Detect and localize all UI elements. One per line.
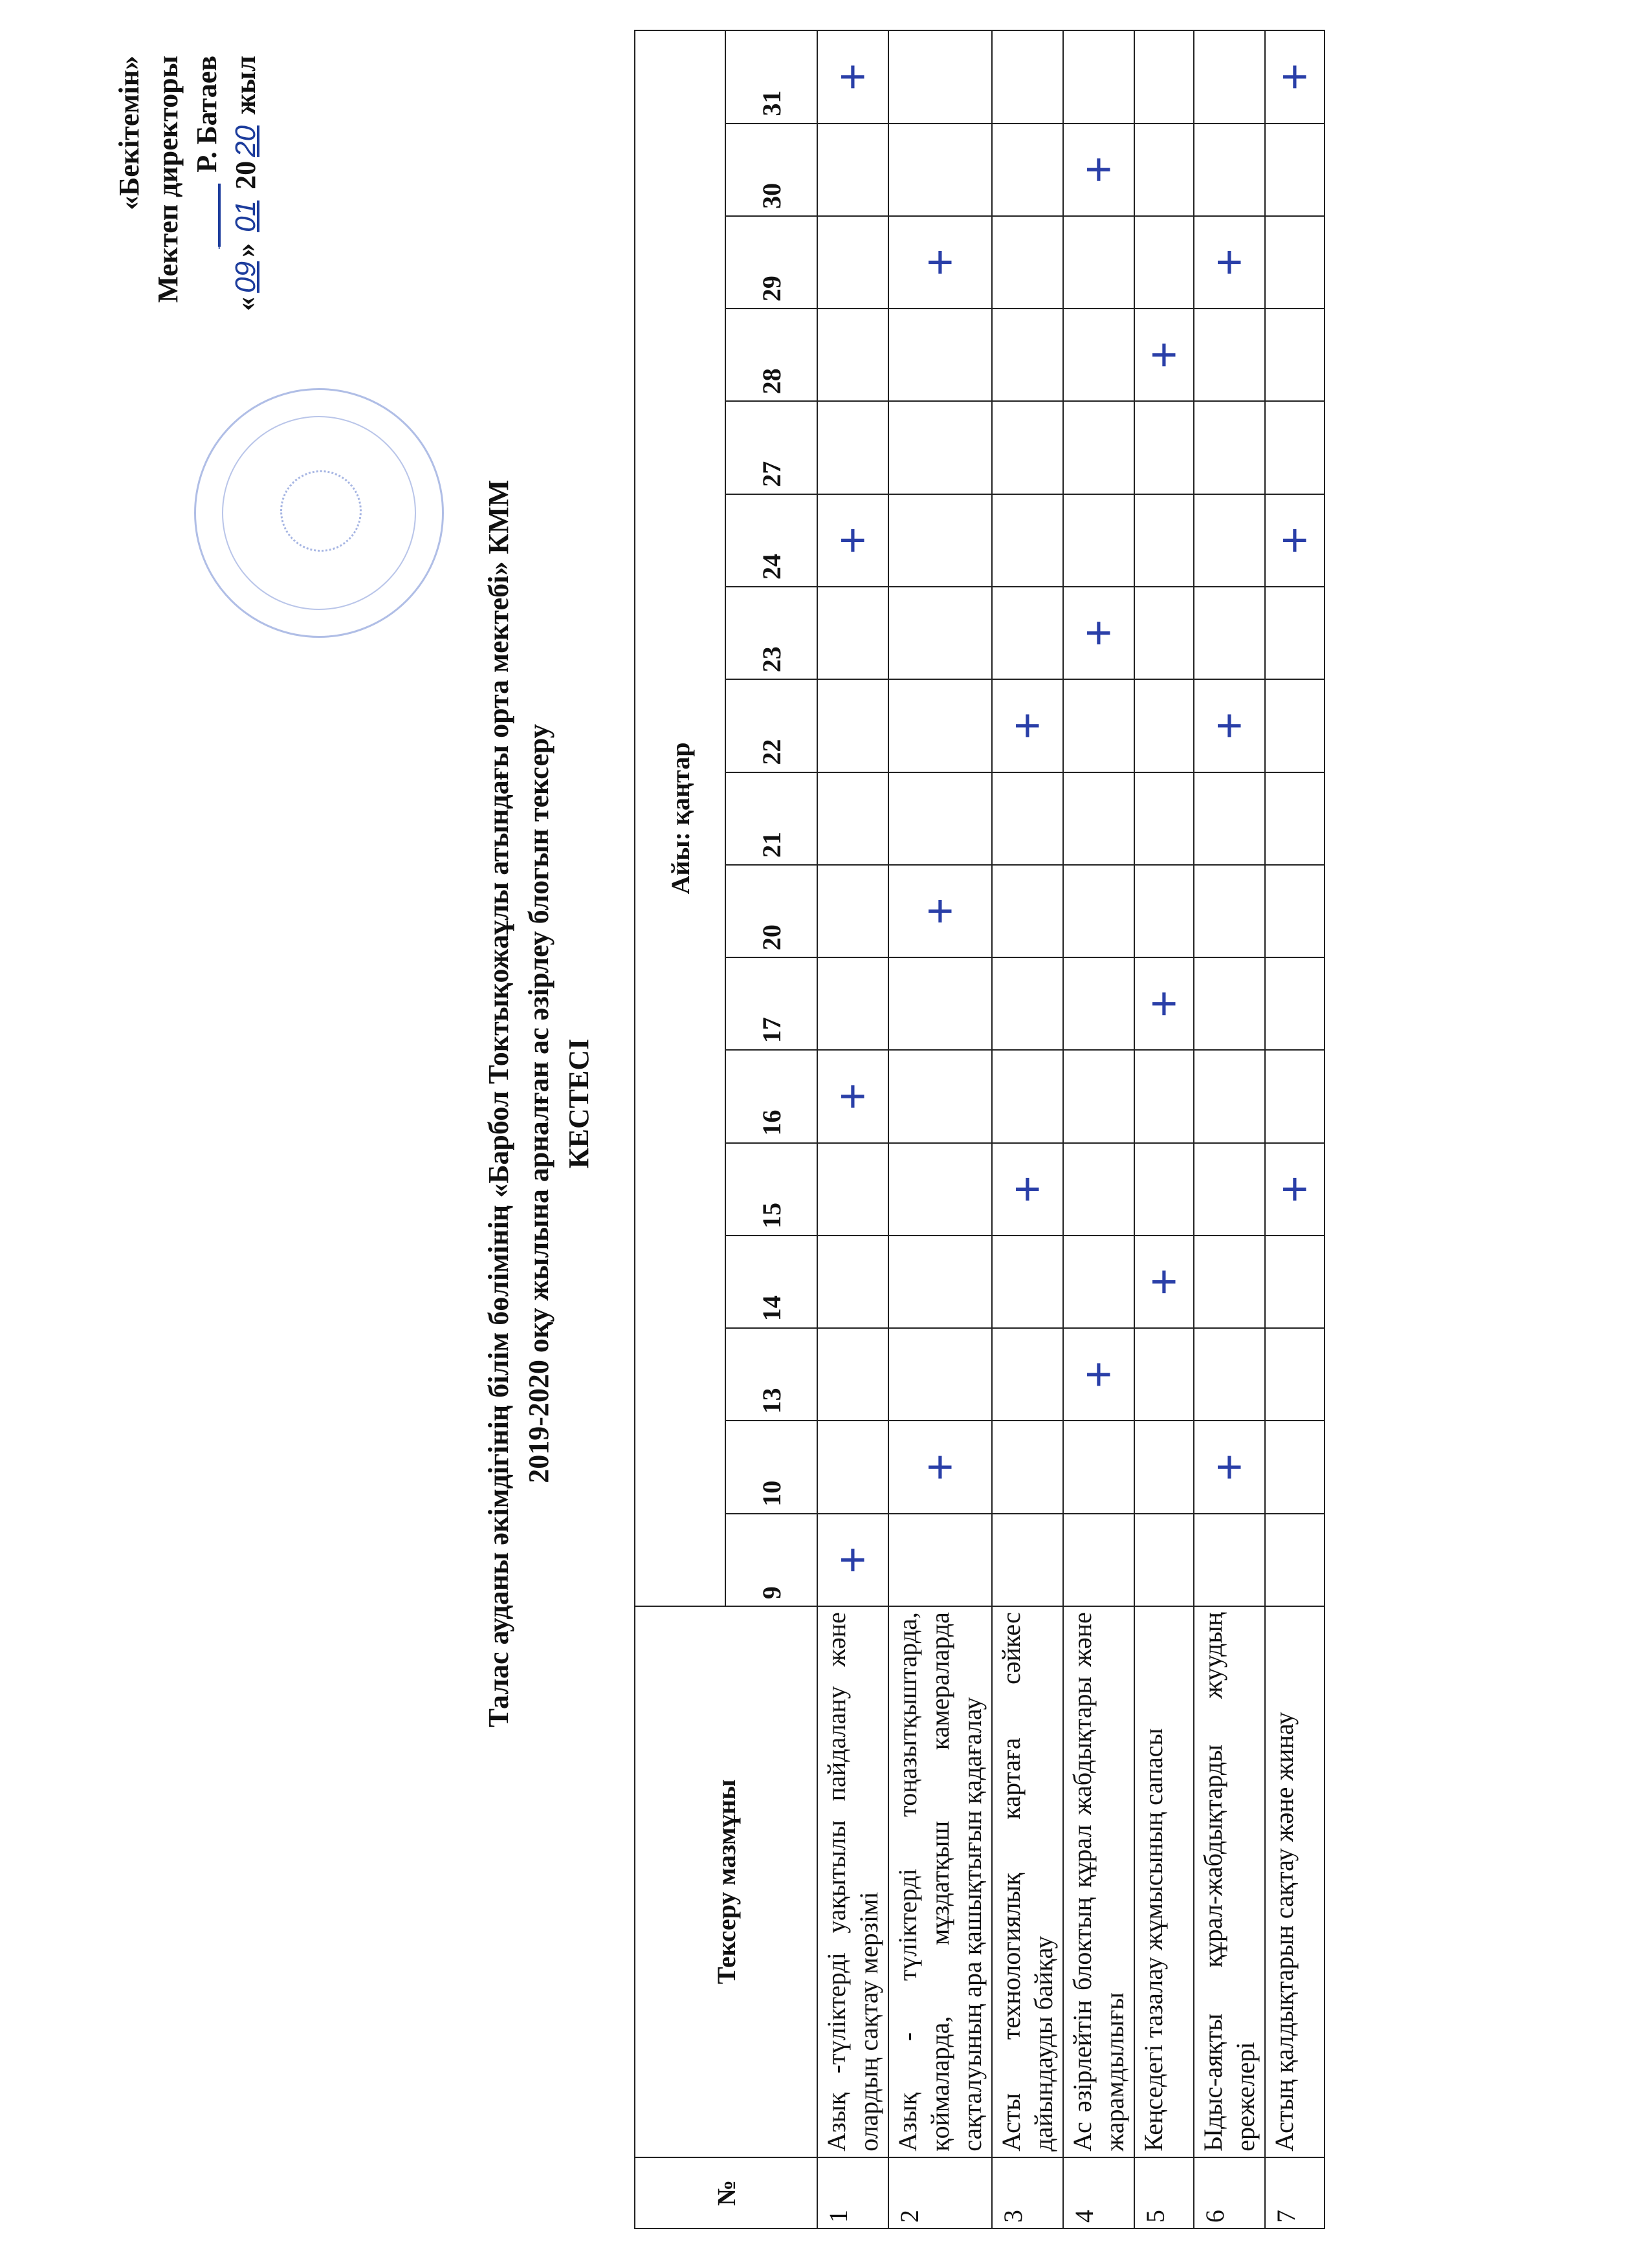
check-mark-icon: + (1073, 619, 1125, 647)
day-cell (1063, 1050, 1134, 1142)
day-cell (888, 1143, 992, 1236)
date-suffix: жыл (230, 56, 261, 114)
day-cell (817, 216, 888, 309)
day-cell (1265, 1328, 1325, 1421)
check-mark-icon: + (1002, 1175, 1053, 1203)
schedule-table-wrapper (634, 30, 1325, 2229)
day-cell (992, 587, 1063, 679)
table-row (817, 30, 888, 2229)
date-close-quote: » (230, 243, 261, 257)
day-cell (1134, 216, 1194, 309)
check-mark-icon: + (1138, 341, 1190, 369)
day-cell (888, 1236, 992, 1328)
day-cell (817, 401, 888, 494)
day-cell (1063, 865, 1134, 957)
day-cell (992, 401, 1063, 494)
day-cell (817, 494, 888, 587)
check-mark-icon: + (1138, 990, 1190, 1018)
day-cell (1063, 494, 1134, 587)
day-cell (992, 957, 1063, 1050)
row-number: 6 (1194, 2157, 1265, 2229)
day-cell (1063, 401, 1134, 494)
day-cell (1063, 309, 1134, 401)
day-cell (1134, 772, 1194, 865)
table-row (1063, 30, 1134, 2229)
day-header: 22 (725, 679, 817, 772)
day-cell (1194, 1050, 1265, 1142)
check-mark-icon: + (827, 527, 879, 554)
day-cell (817, 679, 888, 772)
day-cell (1265, 494, 1325, 587)
date-year: 20 (230, 125, 261, 157)
day-cell (1063, 124, 1134, 216)
day-cell (817, 1328, 888, 1421)
row-content: Азық - түліктерді тоңазытқыштарда, қоймаларда, мұздатқыш камераларда сақталуының ара қашықтығын қадағалау (888, 1606, 992, 2157)
day-cell (888, 401, 992, 494)
day-cell (1134, 401, 1194, 494)
day-cell (992, 679, 1063, 772)
day-cell (817, 1143, 888, 1236)
row-number: 4 (1063, 2157, 1134, 2229)
day-cell (1194, 772, 1265, 865)
approval-block (110, 56, 265, 327)
day-cell (1134, 1236, 1194, 1328)
check-mark-icon: + (914, 1454, 966, 1481)
row-content: Азық -түліктерді уақытылы пайдалану және олардың сақтау мерзімі (817, 1606, 888, 2157)
day-cell (888, 1421, 992, 1514)
day-cell (1194, 494, 1265, 587)
row-content: Астың қалдықтарын сақтау және жинау (1265, 1606, 1325, 2157)
day-cell (1265, 1050, 1325, 1142)
day-cell (1134, 865, 1194, 957)
day-cell (1063, 957, 1134, 1050)
title-line-3: КЕСТЕСІ (563, 1038, 595, 1169)
day-cell (1134, 309, 1194, 401)
check-mark-icon: + (1073, 1360, 1125, 1388)
day-cell (888, 216, 992, 309)
day-header: 21 (725, 772, 817, 865)
day-cell (1134, 1143, 1194, 1236)
row-number: 7 (1265, 2157, 1325, 2229)
day-cell (817, 1514, 888, 1606)
day-cell (1265, 1421, 1325, 1514)
day-cell (888, 494, 992, 587)
day-header: 27 (725, 401, 817, 494)
document-title (479, 327, 599, 1880)
column-header-number: № (635, 2157, 817, 2229)
day-cell (1063, 1328, 1134, 1421)
day-cell (1265, 1514, 1325, 1606)
day-cell (817, 30, 888, 124)
day-cell (817, 957, 888, 1050)
day-cell (888, 1328, 992, 1421)
day-cell (817, 865, 888, 957)
row-number: 1 (817, 2157, 888, 2229)
day-header: 10 (725, 1421, 817, 1514)
day-cell (1194, 1421, 1265, 1514)
day-cell (1265, 216, 1325, 309)
day-cell (992, 772, 1063, 865)
day-cell (1194, 309, 1265, 401)
day-cell (817, 772, 888, 865)
day-header: 14 (725, 1236, 817, 1328)
approval-position: Мектеп директоры (152, 56, 184, 303)
day-cell (1194, 1328, 1265, 1421)
day-cell (992, 865, 1063, 957)
title-line-1: Талас ауданы әкімдігінің білім бөлімінің «Барбол Токтықожаұлы атындағы орта мектебі» КММ (483, 479, 514, 1728)
day-cell (888, 957, 992, 1050)
day-cell (1134, 124, 1194, 216)
day-cell (1265, 865, 1325, 957)
day-header: 15 (725, 1143, 817, 1236)
day-cell (1134, 587, 1194, 679)
check-mark-icon: + (1002, 712, 1053, 739)
day-cell (1063, 1421, 1134, 1514)
row-number: 2 (888, 2157, 992, 2229)
row-content: Ыдыс-аяқты құрал-жабдықтарды жуудың ережелері (1194, 1606, 1265, 2157)
approval-signature-line (188, 56, 226, 327)
day-cell (1134, 30, 1194, 124)
day-cell (992, 1514, 1063, 1606)
day-cell (1265, 587, 1325, 679)
day-cell (1134, 957, 1194, 1050)
day-cell (817, 587, 888, 679)
day-header: 9 (725, 1514, 817, 1606)
day-cell (888, 772, 992, 865)
day-cell (992, 30, 1063, 124)
date-year-prefix: 20 (230, 160, 261, 190)
day-header: 28 (725, 309, 817, 401)
day-cell (1265, 1236, 1325, 1328)
day-cell (888, 865, 992, 957)
day-cell (1265, 1143, 1325, 1236)
day-cell (992, 1143, 1063, 1236)
schedule-table-body (817, 30, 1325, 2229)
day-cell (1265, 772, 1325, 865)
day-cell (1134, 494, 1194, 587)
day-cell (888, 30, 992, 124)
day-cell (1134, 1328, 1194, 1421)
day-cell (1134, 1050, 1194, 1142)
day-cell (1063, 772, 1134, 865)
check-mark-icon: + (1269, 527, 1321, 554)
day-cell (1134, 1514, 1194, 1606)
day-cell (1063, 1143, 1134, 1236)
schedule-table (634, 30, 1325, 2229)
date-open-quote: « (230, 296, 261, 311)
day-cell (888, 309, 992, 401)
row-number: 3 (992, 2157, 1063, 2229)
day-cell (1194, 216, 1265, 309)
day-cell (1194, 679, 1265, 772)
day-cell (1265, 309, 1325, 401)
day-cell (992, 1236, 1063, 1328)
check-mark-icon: + (827, 1083, 879, 1111)
row-content: Асты технологиялық картаға сәйкес дайындауды байқау (992, 1606, 1063, 2157)
day-cell (1194, 401, 1265, 494)
day-cell (1063, 216, 1134, 309)
day-cell (888, 587, 992, 679)
day-cell (888, 1050, 992, 1142)
date-day: 09 (230, 261, 261, 293)
day-cell (1194, 865, 1265, 957)
row-number: 5 (1134, 2157, 1194, 2229)
day-cell (888, 1514, 992, 1606)
table-row (888, 30, 992, 2229)
day-cell (1063, 1514, 1134, 1606)
day-cell (817, 1421, 888, 1514)
day-cell (888, 124, 992, 216)
day-header: 23 (725, 587, 817, 679)
check-mark-icon: + (1204, 712, 1255, 739)
day-cell (1063, 30, 1134, 124)
director-signature: ____ (191, 183, 223, 247)
day-cell (1194, 1236, 1265, 1328)
check-mark-icon: + (1204, 1454, 1255, 1481)
day-header: 31 (725, 30, 817, 124)
day-header: 20 (725, 865, 817, 957)
day-cell (992, 1050, 1063, 1142)
check-mark-icon: + (914, 897, 966, 925)
director-name: Р. Батаев (191, 56, 223, 173)
table-row (1265, 30, 1325, 2229)
check-mark-icon: + (1269, 63, 1321, 91)
day-cell (1063, 587, 1134, 679)
day-cell (1194, 124, 1265, 216)
row-content: Ас әзірлейтін блоктың құрал жабдықтары және жарамдылығы (1063, 1606, 1134, 2157)
check-mark-icon: + (827, 63, 879, 91)
day-cell (992, 216, 1063, 309)
day-cell (817, 309, 888, 401)
day-header: 16 (725, 1050, 817, 1142)
day-cell (1063, 1236, 1134, 1328)
day-cell (817, 124, 888, 216)
day-cell (1265, 679, 1325, 772)
day-cell (1063, 679, 1134, 772)
day-cell (1265, 30, 1325, 124)
check-mark-icon: + (1138, 1268, 1190, 1296)
day-cell (992, 1328, 1063, 1421)
day-header: 30 (725, 124, 817, 216)
day-header: 17 (725, 957, 817, 1050)
day-cell (1265, 401, 1325, 494)
approval-date (226, 56, 265, 327)
row-content: Кеңседегі тазалау жұмысының сапасы (1134, 1606, 1194, 2157)
seal-emblem-icon (280, 470, 362, 552)
day-cell (1265, 957, 1325, 1050)
table-row (1194, 30, 1265, 2229)
day-cell (888, 679, 992, 772)
check-mark-icon: + (1269, 1175, 1321, 1203)
day-cell (992, 309, 1063, 401)
day-cell (1194, 1143, 1265, 1236)
table-row (1134, 30, 1194, 2229)
day-cell (1194, 30, 1265, 124)
school-seal-stamp (194, 388, 444, 638)
date-month: 01 (230, 200, 261, 232)
month-header: Айы: қаңтар (635, 30, 725, 1606)
day-cell (1265, 124, 1325, 216)
check-mark-icon: + (1204, 248, 1255, 276)
day-header: 13 (725, 1328, 817, 1421)
day-cell (1194, 957, 1265, 1050)
day-cell (992, 494, 1063, 587)
table-row (992, 30, 1063, 2229)
day-cell (1134, 679, 1194, 772)
day-cell (992, 1421, 1063, 1514)
day-cell (1194, 1514, 1265, 1606)
title-line-2: 2019-2020 оқу жылына арналған ас әзірлеу блогын тексеру (523, 724, 555, 1483)
day-cell (817, 1236, 888, 1328)
approval-title: «Бекітемін» (113, 56, 145, 210)
day-cell (992, 124, 1063, 216)
day-cell (1194, 587, 1265, 679)
day-cell (817, 1050, 888, 1142)
day-header: 24 (725, 494, 817, 587)
check-mark-icon: + (827, 1546, 879, 1574)
column-header-content: Тексеру мазмұны (635, 1606, 817, 2157)
day-header: 29 (725, 216, 817, 309)
day-cell (1134, 1421, 1194, 1514)
check-mark-icon: + (914, 248, 966, 276)
check-mark-icon: + (1073, 156, 1125, 184)
